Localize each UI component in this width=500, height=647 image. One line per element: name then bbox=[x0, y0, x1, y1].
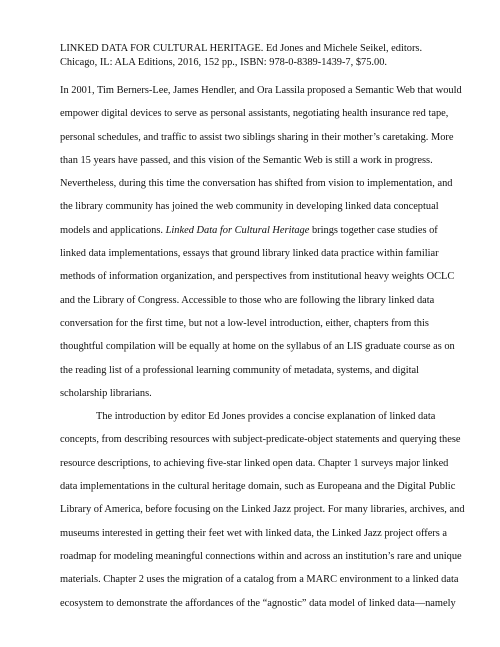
text-line: roadmap for modeling meaningful connections within and across an institution’s rare and unique bbox=[60, 550, 462, 562]
text-line: Library of America, before focusing on the Linked Jazz project. For many libraries, archives, and bbox=[60, 504, 465, 516]
text-line: In 2001, Tim Berners-Lee, James Hendler, and Ora Lassila proposed a Semantic Web that would bbox=[60, 85, 462, 96]
book-title: Linked Data for Cultural Heritage bbox=[165, 224, 310, 236]
text-line: The introduction by editor Ed Jones provides a concise explanation of linked data bbox=[96, 411, 436, 423]
text-line: ecosystem to demonstrate the affordances of the “agnostic” data model of linked data—namely bbox=[60, 597, 456, 609]
text-line: empower digital devices to serve as personal assistants, negotiating health insurance red tape, bbox=[60, 108, 449, 120]
text-line: conversation for the first time, but not a low-level introduction, either, chapters from this bbox=[60, 317, 429, 329]
review-paragraph-2 bbox=[60, 405, 465, 615]
book-citation bbox=[60, 42, 440, 70]
text-line: thoughtful compilation will be equally at home on the syllabus of an LIS graduate course as on bbox=[60, 341, 455, 353]
text-line: than 15 years have passed, and this vision of the Semantic Web is still a work in progress. bbox=[60, 154, 433, 166]
text-line: resource descriptions, to achieving five-star linked open data. Chapter 1 surveys major linked bbox=[60, 457, 449, 469]
text-line: materials. Chapter 2 uses the migration of a catalog from a MARC environment to a linked data bbox=[60, 574, 459, 586]
text-line: linked data implementations, essays that ground library linked data practice within familiar bbox=[60, 248, 439, 260]
text-line: concepts, from describing resources with subject-predicate-object statements and querying these bbox=[60, 434, 461, 446]
text-line: the library community has joined the web community in developing linked data conceptual bbox=[60, 201, 439, 213]
text-line: scholarship librarians. bbox=[60, 387, 152, 399]
text-line: the reading list of a professional learning community of metadata, systems, and digital bbox=[60, 364, 419, 376]
text-line: personal schedules, and traffic to assist two siblings sharing in their mother’s caretaking. More bbox=[60, 131, 454, 143]
text-line: museums interested in getting their feet wet with linked data, the Linked Jazz project offers a bbox=[60, 527, 448, 539]
text-line bbox=[60, 219, 440, 242]
citation-line: Chicago, IL: ALA Editions, 2016, 152 pp., ISBN: 978-0-8389-1439-7, $75.00. bbox=[60, 57, 387, 68]
text-line: and the Library of Congress. Accessible to those who are following the library linked data bbox=[60, 294, 435, 306]
text-segment: models and applications. bbox=[60, 224, 166, 236]
text-segment: brings together case studies of bbox=[309, 224, 438, 236]
citation-line: LINKED DATA FOR CULTURAL HERITAGE. Ed Jones and Michele Seikel, editors. bbox=[60, 43, 423, 54]
review-paragraph-1 bbox=[60, 79, 462, 405]
text-line: data implementations in the cultural heritage domain, such as Europeana and the Digital Public bbox=[60, 481, 456, 493]
text-line: methods of information organization, and perspectives from institutional heavy weights OCLC bbox=[60, 271, 455, 283]
text-line: Nevertheless, during this time the conversation has shifted from vision to implementation, and bbox=[60, 178, 453, 190]
